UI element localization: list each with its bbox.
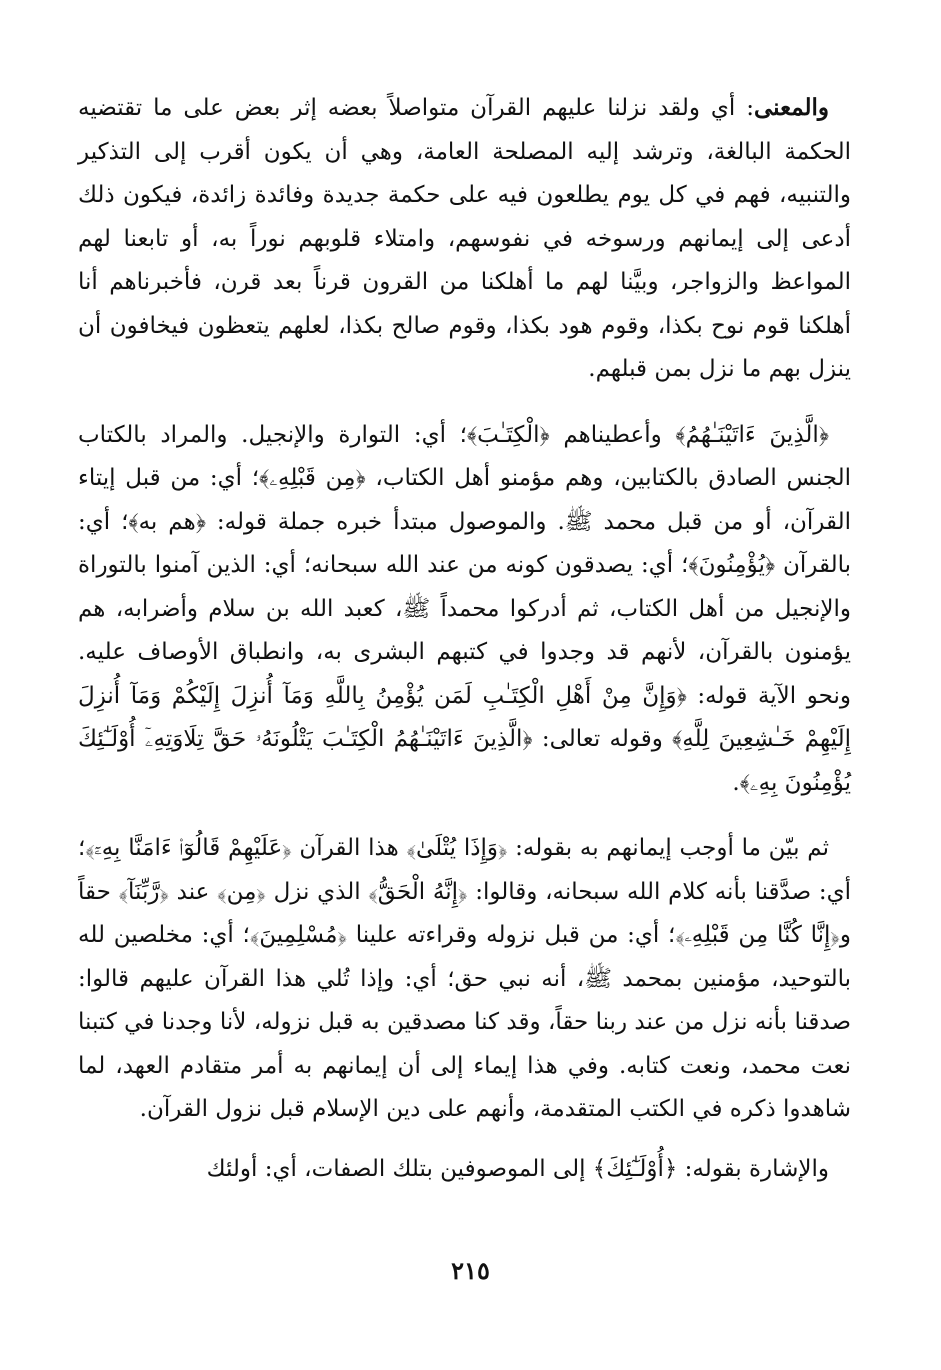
paragraph-1 [78,86,851,392]
page-number: ٢١٥ [451,1256,490,1285]
paragraph-3: ثم بيّن ما أوجب إيمانهم به بقوله: ﴿وَإِذَا يُتْلَىٰ﴾ هذا القرآن ﴿عَلَيْهِمْ قَالُوٓا۟ ءَامَنَّا بِهِۦٓ﴾؛ أي: صدَّقنا بأنه كلام الله سبحانه، وقالوا: ﴿إِنَّهُ الْحَقُّ﴾ الذي نزل ﴿مِن﴾ عند ﴿رَّبِّنَآ﴾ حقاً و﴿إِنَّا كُنَّا مِن قَبْلِهِۦ﴾؛ أي: من قبل نزوله وقراءته علينا ﴿مُسْلِمِينَ﴾؛ أي: مخلصين لله بالتوحيد، مؤمنين بمحمد ﷺ، أنه نبي حق؛ أي: وإذا تُلي هذا القرآن عليهم قالوا: صدقنا بأنه نزل من عند ربنا حقاً، وقد كنا مصدقين به قبل نزوله، لأنا وجدنا في كتبنا نعت محمد، ونعت كتابه. وفي هذا إيماء إلى أن إيمانهم به أمر متقادم العهد، لما شاهدوا ذكره في الكتب المتقدمة، وأنهم على دين الإسلام قبل نزول القرآن. [78,835,851,1122]
paragraph-lead-word: والمعنى [753,94,829,121]
paragraph-1-body: : أي ولقد نزلنا عليهم القرآن متواصلاً بعضه إثر بعض على ما تقتضيه الحكمة البالغة، وترشد إليه المصلحة العامة، وهي أن يكون أقرب إلى التذكير والتنبيه، فهم في كل يوم يطلعون فيه على حكمة جديدة وفائدة زائدة، فيكون ذلك أدعى إلى إيمانهم ورسوخه في نفوسهم، وامتلاء قلوبهم نوراً به، أو تابعنا لهم المواعظ والزواجر، وبيَّنا لهم ما أهلكنا من القرون قرناً بعد قرن، فأخبرناهم أنا أهلكنا قوم نوح بكذا، وقوم هود بكذا، وقوم صالح بكذا، لعلهم يتعظون فيخافون أن ينزل بهم ما نزل بمن قبلهم. [78,95,851,382]
paragraph-2: ﴿الَّذِينَ ءَاتَيْنَـٰهُمُ﴾ وأعطيناهم ﴿الْكِتَـٰبَ﴾؛ أي: التوارة والإنجيل. والمراد بالكتاب الجنس الصادق بالكتابين، وهم مؤمنو أهل الكتاب، ﴿مِن قَبْلِهِۦ﴾؛ أي: من قبل إيتاء القرآن، أو من قبل محمد ﷺ. والموصول مبتدأ خبره جملة قوله: ﴿هم به﴾؛ أي: بالقرآن ﴿يُؤْمِنُونَ﴾؛ أي: يصدقون كونه من عند الله سبحانه؛ أي: الذين آمنوا بالتوراة والإنجيل من أهل الكتاب، ثم أدركوا محمداً ﷺ، كعبد الله بن سلام وأضرابه، هم يؤمنون بالقرآن، لأنهم قد وجدوا في كتبهم البشرى به، وانطباق الأوصاف عليه. ونحو الآية قوله: ﴿وَإِنَّ مِنْ أَهْلِ الْكِتَـٰبِ لَمَن يُؤْمِنُ بِاللَّهِ وَمَآ أُنزِلَ إِلَيْكُمْ وَمَآ أُنزِلَ إِلَيْهِمْ خَـٰشِعِينَ لِلَّهِ﴾ وقوله تعالى: ﴿الَّذِينَ ءَاتَيْنَـٰهُمُ الْكِتَـٰبَ يَتْلُونَهُۥ حَقَّ تِلَاوَتِهِۦٓ أُوْلَـٰٓئِكَ يُؤْمِنُونَ بِهِۦ﴾. [78,421,851,796]
paragraph-4: والإشارة بقوله: ﴿أُوْلَـٰٓئِكَ﴾ إلى الموصوفين بتلك الصفات، أي: أولئك [206,1155,829,1182]
